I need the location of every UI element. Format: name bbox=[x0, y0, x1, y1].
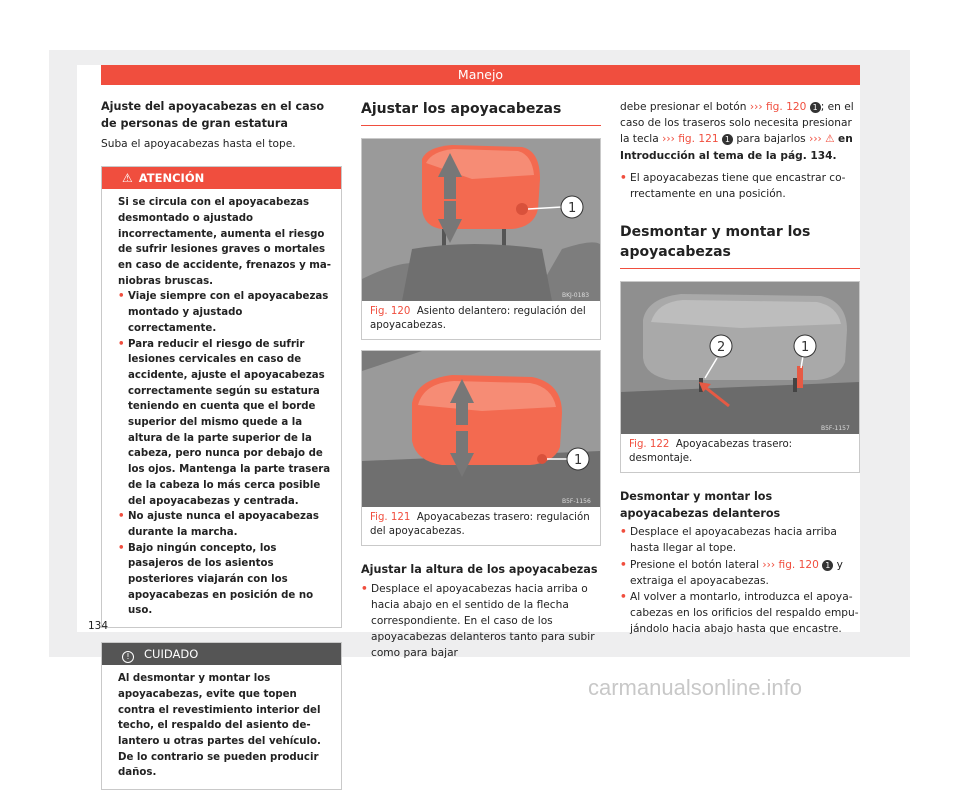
column-right bbox=[620, 99, 860, 638]
warning-text: Si se circula con el apoyacabezas desmontado o ajustado incorrectamente, aumenta el riesgo de sufrir lesiones graves o mortales en caso de accidente, frenazos y maniobras bruscas. bbox=[118, 197, 332, 287]
continued-paragraph bbox=[620, 99, 860, 164]
warning-box bbox=[101, 166, 342, 628]
subheading-adjust-height: Ajustar la altura de los apoyacabezas bbox=[361, 563, 598, 576]
figure-number: Fig. 121 bbox=[370, 512, 411, 523]
warning-header bbox=[102, 167, 341, 189]
section-title-adjust: Ajustar los apoyacabezas bbox=[361, 99, 601, 126]
figure-caption bbox=[362, 301, 600, 339]
figure-reference-link[interactable]: fig. 120 bbox=[765, 101, 807, 113]
paragraph-text: Presione el botón lateral bbox=[630, 558, 760, 571]
figure-121 bbox=[361, 350, 601, 546]
figure-caption bbox=[362, 507, 600, 545]
remove-bullet: • Desplace el apoyacabezas hacia arriba hasta llegar al tope. bbox=[620, 524, 860, 556]
paragraph-text: ; en el caso de los traseros solo necesita presionar la tecla bbox=[620, 101, 854, 146]
column-middle bbox=[361, 99, 601, 662]
caution-text: Al desmontar y montar los apoyacabezas, evite que topen contra el revestimiento interior del techo, el respaldo del asiento delantero u otras partes del vehículo. De lo contrario se pueden producir daños. bbox=[118, 673, 321, 779]
warning-bullet: • Bajo ningún concepto, los pasajeros de los asientos posteriores viajarán con los apoyacabezas en posición de no uso. bbox=[118, 541, 333, 620]
engage-bullet: • El apoyacabezas tiene que encastrar correctamente en una posición. bbox=[620, 170, 860, 202]
paragraph-text: debe presionar el botón bbox=[620, 101, 747, 113]
warning-bullet: • Para reducir el riesgo de sufrir lesiones cervicales en caso de accidente, ajuste el apoyacabezas correctamente según su estatura teniendo en cuenta que el borde superior del mismo quede a la altura de la parte superior de la cabeza, pero nunca por debajo de los ojos. Mantenga la parte trasera de la cabeza lo más cerca posible del apoyacabezas y centrada. bbox=[118, 337, 333, 510]
caution-header bbox=[102, 643, 341, 665]
figure-120 bbox=[361, 138, 601, 340]
warning-triangle-icon: ⚠ bbox=[825, 133, 835, 146]
section-title-remove: Desmontar y montar los apoyacabezas bbox=[620, 222, 860, 269]
info-circle-icon: ! bbox=[122, 651, 134, 663]
figure-code: B5F-1157 bbox=[821, 425, 850, 433]
warning-body bbox=[102, 189, 341, 627]
figure-callout: 1 bbox=[801, 340, 810, 356]
adjust-bullet: • Desplace el apoyacabezas hacia arriba o hacia abajo en el sentido de la flecha correspondiente. En el caso de los apoyacabezas delanteros tanto para subir como para bajar bbox=[361, 581, 601, 662]
warning-bullet: • Viaje siempre con el apoyacabezas montado y ajustado correctamente. bbox=[118, 289, 333, 336]
paragraph-text: para bajarlos bbox=[736, 133, 806, 146]
figure-callout: 1 bbox=[574, 453, 583, 468]
figure-reference-link[interactable]: fig. 121 bbox=[678, 133, 719, 146]
subheading-remove-front: Desmontar y montar los apoyacabezas delanteros bbox=[620, 490, 781, 520]
watermark: carmanualsonline.info bbox=[588, 675, 803, 700]
caution-box bbox=[101, 642, 342, 790]
figure-callout: 2 bbox=[717, 340, 726, 356]
intro-reference-link[interactable]: en Introducción al tema de la pág. 134. bbox=[620, 133, 853, 162]
intro-text: Suba el apoyacabezas hasta el tope. bbox=[101, 138, 296, 150]
remove-bullet bbox=[620, 557, 860, 589]
front-headrest-illustration bbox=[362, 139, 600, 301]
chapter-title: Manejo bbox=[457, 67, 504, 82]
column-left bbox=[101, 99, 342, 790]
figure-callout: 1 bbox=[568, 201, 577, 216]
figure-reference-link[interactable]: fig. 120 bbox=[778, 558, 819, 571]
headrest-removal-illustration bbox=[621, 282, 859, 434]
reference-arrow-icon: ››› bbox=[662, 133, 675, 146]
figure-caption bbox=[621, 434, 859, 472]
rear-headrest-illustration bbox=[362, 351, 600, 507]
callout-badge: 1 bbox=[810, 102, 821, 113]
remove-bullet: • Al volver a montarlo, introduzca el apoyacabezas en los orificios del respaldo empujándolo hacia abajo hasta que encastre. bbox=[620, 589, 860, 638]
page-number: 134 bbox=[88, 620, 109, 632]
callout-badge: 1 bbox=[822, 560, 833, 571]
reference-arrow-icon: ››› bbox=[809, 133, 822, 146]
warning-title: ATENCIÓN bbox=[138, 171, 205, 186]
chapter-header bbox=[101, 65, 860, 85]
warning-triangle-icon: ⚠ bbox=[122, 171, 133, 186]
caution-body bbox=[102, 665, 341, 789]
figure-122 bbox=[620, 281, 860, 473]
caution-title: CUIDADO bbox=[144, 647, 199, 662]
figure-code: B5F-1156 bbox=[562, 498, 591, 505]
reference-arrow-icon: ››› bbox=[749, 101, 763, 113]
figure-number: Fig. 122 bbox=[629, 439, 670, 451]
warning-bullet: • No ajuste nunca el apoyacabezas durante la marcha. bbox=[118, 509, 333, 540]
paragraph-text: y extraiga el apoyacabezas. bbox=[630, 558, 843, 587]
figure-caption-text: Apoyacabezas trasero: regulación del apoyacabezas. bbox=[370, 512, 590, 537]
reference-arrow-icon: ››› bbox=[762, 558, 776, 571]
figure-code: BKJ-0183 bbox=[562, 292, 590, 299]
figure-caption-text: Asiento delantero: regulación del apoyacabezas. bbox=[370, 306, 586, 331]
callout-badge: 1 bbox=[722, 134, 733, 145]
subheading-tall-persons: Ajuste del apoyacabezas en el caso de personas de gran estatura bbox=[101, 100, 325, 130]
figure-caption-text: Apoyacabezas trasero: desmontaje. bbox=[629, 439, 793, 465]
figure-number: Fig. 120 bbox=[370, 306, 411, 317]
